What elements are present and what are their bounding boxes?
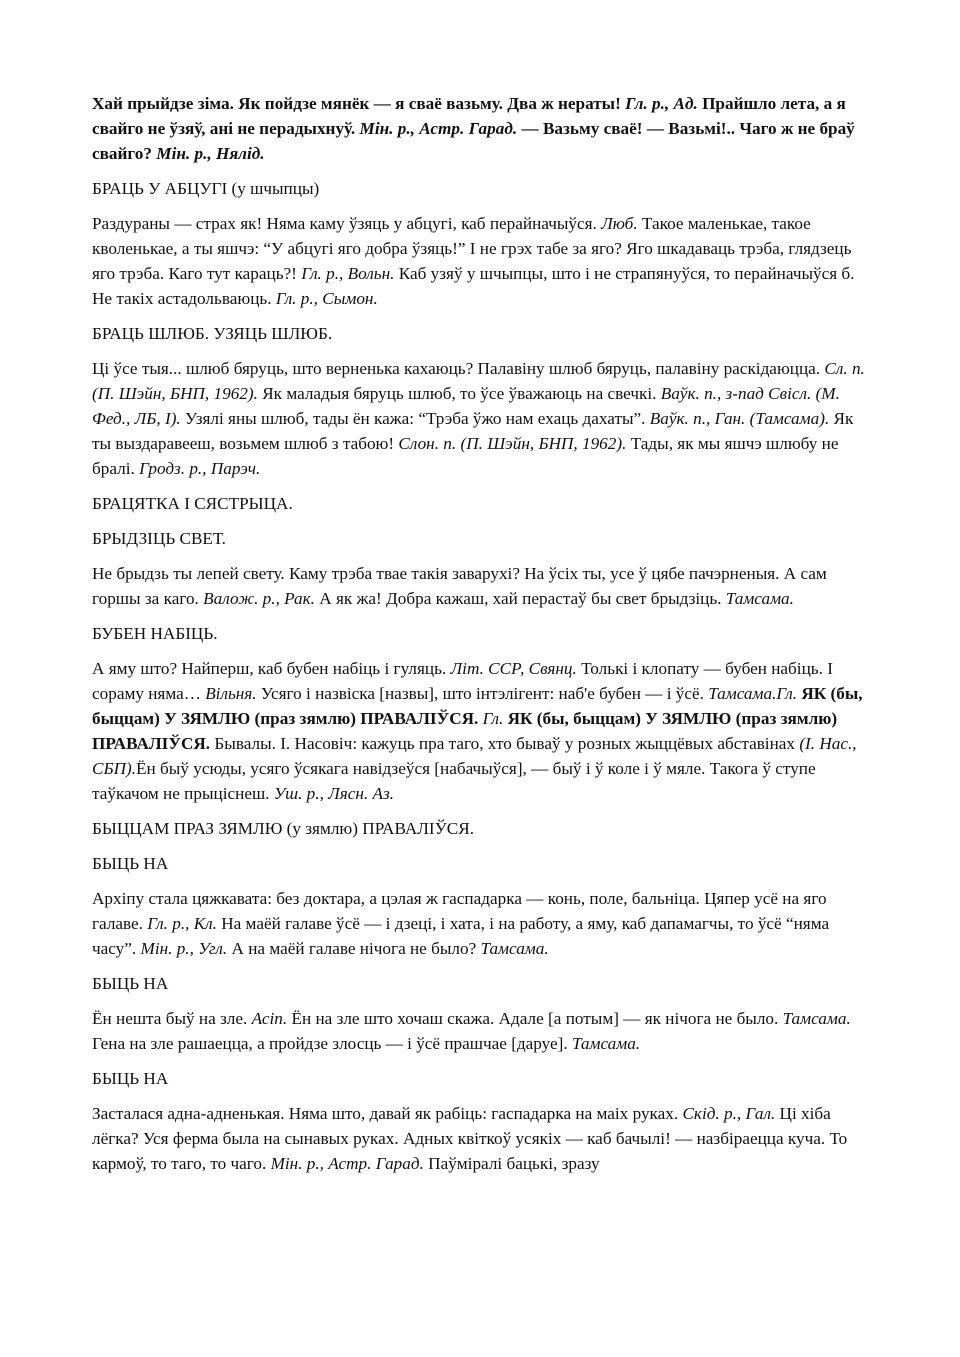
source-reference: Тамсама. [480,939,549,958]
intro-bold-text [92,94,855,163]
source-reference: Тамсама. [725,589,794,608]
text-run: На маёй галаве ўсё — і дзеці, і хата, і на работу, а яму, каб дапамагчы, то ўсё “няма часу”. [92,914,830,958]
entry-heading: БЫЦЬ НА [92,974,169,993]
text-run: Засталася адна-адненькая. Няма што, давай як рабіць: гаспадарка на маіх руках. [92,1104,683,1123]
source-reference: Люб. [601,214,638,233]
source-reference: Гл. р., Кл. [147,914,217,933]
source-reference: Слон. п. (П. Шэйн, БНП, 1962). [398,434,627,453]
source-reference: Тамсама. [572,1034,641,1053]
text-run: Як маладыя бяруць шлюб, то ўсе ўважаюць на свечкі. [257,384,661,403]
entry-heading: БЫЦЬ НА [92,854,169,873]
entry-paragraph [92,561,872,611]
text-run: Гена на зле рашаецца, а пройдзе злосць — і ўсё прашчае [даруе]. [92,1034,572,1053]
source-reference: Вільня. [205,684,257,703]
source-reference: Тамсама.Гл. [708,684,798,703]
text-run: Не брыдзь ты лепей свету. Каму трэба твае такія заварухі? На ўсіх ты, усе ў цябе пачэрненыя. А сам горшы за каго. [92,564,827,608]
source-reference: Сл. п. (П. Шэйн, БНП, 1962). [92,359,865,403]
text-run: А яму што? Найперш, каб бубен набіць і гуляць. [92,659,451,678]
entry-heading: БРАЦЯТКА І СЯСТРЫЦА. [92,494,293,513]
text-run: Архіпу стала цяжкавата: без доктара, а цэлая ж гаспадарка — конь, поле, бальніца. Цяпер усё на яго галаве. [92,889,827,933]
entry-heading: БЫЦЦАМ ПРАЗ ЗЯМЛЮ (у зямлю) ПРАВАЛІЎСЯ. [92,819,475,838]
text-run: Узялі яны шлюб, тады ён кажа: “Трэба ўжо нам ехаць дахаты”. [180,409,650,428]
entry-paragraph [92,1101,872,1176]
entry-heading: БРАЦЬ ШЛЮБ. УЗЯЦЬ ШЛЮБ. [92,324,333,343]
entry-heading: БРАЦЬ У АБЦУГІ (у шчыпцы) [92,179,320,198]
text-run: Ці хіба лёгка? Уся ферма была на сынавых руках. Адных квіткоў усякіх — каб бачылі! — назбіраецца куча. То кармоў, то таго, то чаго. [92,1104,848,1173]
text-run: Каб узяў у шчыпцы, што і не страпянуўся, то перайначыўся б. Не такіх астадольваюць. [92,264,855,308]
entry-paragraph [92,211,872,311]
entry-heading: БРЫДЗІЦЬ СВЕТ. [92,529,226,548]
source-reference: Скід. р., Гал. [682,1104,776,1123]
cross-reference: ЯК (бы, быццам) У ЗЯМЛЮ (праз зямлю) ПРАВАЛІЎСЯ. [92,709,838,753]
source-reference: Ваўк. п., з-пад Свісл. (М. Фед., ЛБ, І). [92,384,840,428]
entry-paragraph [92,886,872,961]
text-run: Ён на зле што хочаш скажа. Адале [а потым] — як нічога не было. [287,1009,783,1028]
source-reference: Мін. р., Нялід. [156,144,265,163]
source-reference: Мін. р., Угл. [140,939,228,958]
text-run: Такое маленькае, такое кволенькае, а ты яшчэ: “У абцугі яго добра ўзяць!” І не грэх табе за яго? Яго шкадаваць трэба, глядзець яго трэба. Каго тут караць?! [92,214,852,283]
cross-reference: ЯК (бы, быццам) У ЗЯМЛЮ (праз зямлю) ПРАВАЛІЎСЯ. [92,684,863,728]
source-reference: Тамсама. [782,1009,851,1028]
text-run: — Вазьму сваё! — Вазьмі!.. Чаго ж не браў свайго? [92,119,855,163]
source-reference: Літ. ССР, Свянц. [450,659,577,678]
source-reference: Валож. р., Рак. [203,589,315,608]
source-reference: (І. Нас., СБП). [92,734,857,778]
text-run: Толькі і клопату — бубен набіць. І сораму няма… [92,659,833,703]
source-reference: Гл. р., Ад. [625,94,698,113]
text-run: Як ты выздаравееш, возьмем шлюб з табою! [92,409,854,453]
text-run: Прайшло лета, а я свайго не ўзяў, ані не перадыхнуў. [92,94,846,138]
entry-paragraph [92,656,872,806]
source-reference: Асіп. [251,1009,288,1028]
text-run: А як жа! Добра кажаш, хай перастаў бы свет брыдзіць. [314,589,726,608]
entry-paragraph [92,1006,872,1056]
source-reference: Гл. р., Сымон. [275,289,378,308]
text-run: Паўміралі бацькі, зразу [423,1154,600,1173]
source-reference: Ваўк. п., Ган. (Тамсама). [649,409,830,428]
source-reference: Гл. р., Вольн. [301,264,395,283]
text-run: Хай прыйдзе зіма. Як пойдзе мянёк — я сваё вазьму. Два ж нераты! [92,94,626,113]
source-reference: Гл. [482,709,504,728]
text-run: Ён быў усюды, усяго ўсякага навідзеўся [набачыўся], — быў і ў коле і ў мяле. Такога ў ступе таўкачом не прыціснеш. [92,759,816,803]
text-run: Бывалы. І. Насовіч: кажуць пра таго, хто бываў у розных жыццёвых абставінах [210,734,800,753]
text-run: Тады, як мы яшчэ шлюбу не бралі. [92,434,839,478]
intro-paragraph [92,91,872,166]
text-run: Усяго і назвіска [назвы], што інтэлігент: наб'е бубен — і ўсё. [256,684,709,703]
text-run: А на маёй галаве нічога не было? [227,939,481,958]
entry-paragraph [92,356,872,481]
text-run: Ён нешта быў на злe. [92,1009,252,1028]
source-reference: Гродз. р., Парэч. [139,459,261,478]
entry-heading: БУБЕН НАБІЦЬ. [92,624,218,643]
source-reference: Мін. р., Астр. Гарад. [270,1154,424,1173]
text-run: Раздураны — страх як! Няма каму ўзяць у абцугі, каб перайначыўся. [92,214,602,233]
text-run: Ці ўсе тыя... шлюб бяруць, што верненька кахаюць? Палавіну шлюб бяруць, палавіну раскідаюцца. [92,359,825,378]
source-reference: Уш. р., Лясн. Аз. [273,784,395,803]
source-reference: Мін. р., Астр. Гарад. [359,119,518,138]
entry-heading: БЫЦЬ НА [92,1069,169,1088]
